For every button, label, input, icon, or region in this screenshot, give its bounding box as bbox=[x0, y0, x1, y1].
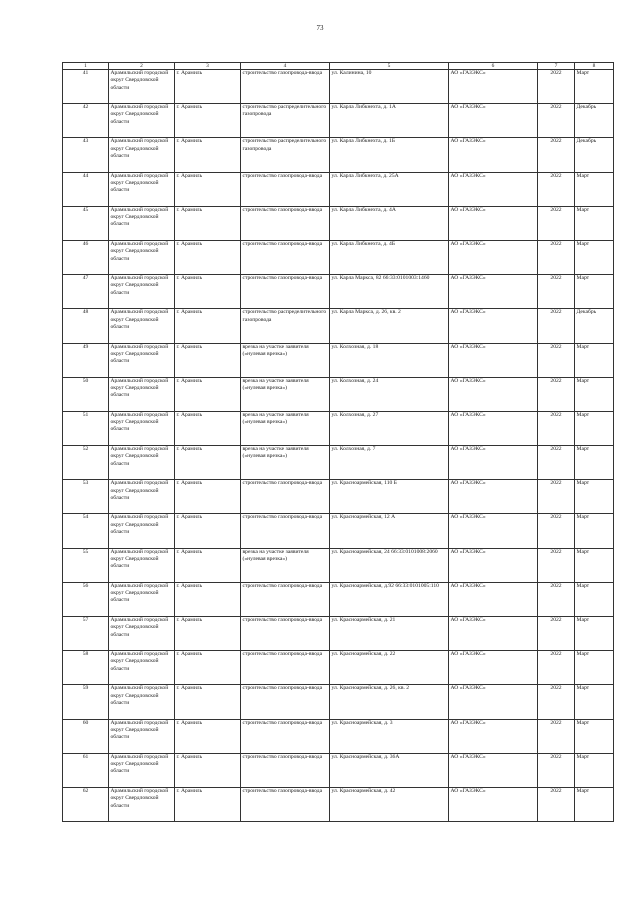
town-cell: г. Арамиль bbox=[175, 240, 241, 274]
organization-cell: АО «ГАЗЭКС» bbox=[449, 719, 538, 753]
year-cell: 2022 bbox=[538, 514, 575, 548]
address-cell: ул. Красноармейская, д.92 66:33:0101005:110 bbox=[330, 582, 449, 616]
row-number-cell: 58 bbox=[63, 651, 109, 685]
month-cell: Март bbox=[575, 206, 614, 240]
year-cell: 2022 bbox=[538, 172, 575, 206]
table-row bbox=[63, 514, 614, 548]
table-row bbox=[63, 343, 614, 377]
work-type-cell: строительство распределительного газопровода bbox=[241, 138, 330, 172]
address-cell: ул. Карла Маркса, д. 26, кв. 2 bbox=[330, 309, 449, 343]
organization-cell: АО «ГАЗЭКС» bbox=[449, 172, 538, 206]
month-cell: Март bbox=[575, 685, 614, 719]
row-number-cell: 60 bbox=[63, 719, 109, 753]
month-cell: Март bbox=[575, 514, 614, 548]
address-cell: ул. Красноармейская, 24 66:33:0101008:2060 bbox=[330, 548, 449, 582]
town-cell: г. Арамиль bbox=[175, 651, 241, 685]
work-type-cell: строительство газопровода-ввода bbox=[241, 753, 330, 787]
row-number-cell: 61 bbox=[63, 753, 109, 787]
row-number-cell: 54 bbox=[63, 514, 109, 548]
district-cell: Арамильский городской округ Свердловской области bbox=[109, 240, 175, 274]
year-cell: 2022 bbox=[538, 719, 575, 753]
organization-cell: АО «ГАЗЭКС» bbox=[449, 104, 538, 138]
work-type-cell: врезка на участке заявителя («нулевая врезка») bbox=[241, 411, 330, 445]
page-number: 73 bbox=[316, 24, 324, 32]
town-cell: г. Арамиль bbox=[175, 480, 241, 514]
work-type-cell: строительство распределительного газопровода bbox=[241, 104, 330, 138]
address-cell: ул. Колхозная, д. 7 bbox=[330, 446, 449, 480]
organization-cell: АО «ГАЗЭКС» bbox=[449, 787, 538, 821]
organization-cell: АО «ГАЗЭКС» bbox=[449, 582, 538, 616]
table-row bbox=[63, 753, 614, 787]
organization-cell: АО «ГАЗЭКС» bbox=[449, 548, 538, 582]
work-type-cell: строительство газопровода-ввода bbox=[241, 480, 330, 514]
work-type-cell: строительство распределительного газопровода bbox=[241, 309, 330, 343]
organization-cell: АО «ГАЗЭКС» bbox=[449, 617, 538, 651]
row-number-cell: 48 bbox=[63, 309, 109, 343]
organization-cell: АО «ГАЗЭКС» bbox=[449, 275, 538, 309]
organization-cell: АО «ГАЗЭКС» bbox=[449, 685, 538, 719]
year-cell: 2022 bbox=[538, 70, 575, 104]
district-cell: Арамильский городской округ Свердловской области bbox=[109, 343, 175, 377]
month-cell: Декабрь bbox=[575, 138, 614, 172]
address-cell: ул. Колхозная, д. 27 bbox=[330, 411, 449, 445]
column-header: 3 bbox=[175, 63, 241, 70]
month-cell: Март bbox=[575, 548, 614, 582]
table-row bbox=[63, 172, 614, 206]
table-row bbox=[63, 617, 614, 651]
town-cell: г. Арамиль bbox=[175, 377, 241, 411]
organization-cell: АО «ГАЗЭКС» bbox=[449, 240, 538, 274]
organization-cell: АО «ГАЗЭКС» bbox=[449, 753, 538, 787]
year-cell: 2022 bbox=[538, 377, 575, 411]
district-cell: Арамильский городской округ Свердловской области bbox=[109, 514, 175, 548]
month-cell: Март bbox=[575, 753, 614, 787]
month-cell: Март bbox=[575, 377, 614, 411]
year-cell: 2022 bbox=[538, 685, 575, 719]
district-cell: Арамильский городской округ Свердловской области bbox=[109, 206, 175, 240]
row-number-cell: 43 bbox=[63, 138, 109, 172]
town-cell: г. Арамиль bbox=[175, 753, 241, 787]
district-cell: Арамильский городской округ Свердловской области bbox=[109, 753, 175, 787]
month-cell: Март bbox=[575, 172, 614, 206]
address-cell: ул. Красноармейская, 110 Б bbox=[330, 480, 449, 514]
work-type-cell: строительство газопровода-ввода bbox=[241, 275, 330, 309]
row-number-cell: 55 bbox=[63, 548, 109, 582]
address-cell: ул. Колхозная, д. 18 bbox=[330, 343, 449, 377]
organization-cell: АО «ГАЗЭКС» bbox=[449, 309, 538, 343]
district-cell: Арамильский городской округ Свердловской области bbox=[109, 104, 175, 138]
column-header: 5 bbox=[330, 63, 449, 70]
year-cell: 2022 bbox=[538, 548, 575, 582]
address-cell: ул. Красноармейская, д. 26, кв. 2 bbox=[330, 685, 449, 719]
table-row bbox=[63, 411, 614, 445]
district-cell: Арамильский городской округ Свердловской области bbox=[109, 138, 175, 172]
address-cell: ул. Красноармейская, д. 36А bbox=[330, 753, 449, 787]
town-cell: г. Арамиль bbox=[175, 172, 241, 206]
address-cell: ул. Красноармейская, д. 21 bbox=[330, 617, 449, 651]
address-cell: ул. Карла Маркса, 82 66:33:0101003:1460 bbox=[330, 275, 449, 309]
work-type-cell: строительство газопровода-ввода bbox=[241, 172, 330, 206]
table-row bbox=[63, 104, 614, 138]
town-cell: г. Арамиль bbox=[175, 104, 241, 138]
row-number-cell: 46 bbox=[63, 240, 109, 274]
month-cell: Декабрь bbox=[575, 104, 614, 138]
town-cell: г. Арамиль bbox=[175, 70, 241, 104]
address-cell: ул. Карла Либкнехта, д. 1А bbox=[330, 104, 449, 138]
column-header: 1 bbox=[63, 63, 109, 70]
table-row bbox=[63, 309, 614, 343]
month-cell: Март bbox=[575, 787, 614, 821]
address-cell: ул. Красноармейская, 12 А bbox=[330, 514, 449, 548]
gasification-schedule-table bbox=[62, 62, 614, 822]
row-number-cell: 41 bbox=[63, 70, 109, 104]
address-cell: ул. Красноармейская, д. 42 bbox=[330, 787, 449, 821]
month-cell: Март bbox=[575, 617, 614, 651]
town-cell: г. Арамиль bbox=[175, 582, 241, 616]
table-row bbox=[63, 719, 614, 753]
row-number-cell: 62 bbox=[63, 787, 109, 821]
year-cell: 2022 bbox=[538, 753, 575, 787]
work-type-cell: строительство газопровода-ввода bbox=[241, 582, 330, 616]
district-cell: Арамильский городской округ Свердловской области bbox=[109, 377, 175, 411]
town-cell: г. Арамиль bbox=[175, 685, 241, 719]
month-cell: Март bbox=[575, 411, 614, 445]
organization-cell: АО «ГАЗЭКС» bbox=[449, 446, 538, 480]
district-cell: Арамильский городской округ Свердловской области bbox=[109, 309, 175, 343]
district-cell: Арамильский городской округ Свердловской области bbox=[109, 719, 175, 753]
table-row bbox=[63, 685, 614, 719]
row-number-cell: 57 bbox=[63, 617, 109, 651]
town-cell: г. Арамиль bbox=[175, 446, 241, 480]
month-cell: Март bbox=[575, 275, 614, 309]
year-cell: 2022 bbox=[538, 138, 575, 172]
organization-cell: АО «ГАЗЭКС» bbox=[449, 70, 538, 104]
district-cell: Арамильский городской округ Свердловской области bbox=[109, 685, 175, 719]
district-cell: Арамильский городской округ Свердловской области bbox=[109, 446, 175, 480]
month-cell: Декабрь bbox=[575, 309, 614, 343]
district-cell: Арамильский городской округ Свердловской области bbox=[109, 275, 175, 309]
work-type-cell: строительство газопровода-ввода bbox=[241, 685, 330, 719]
work-type-cell: строительство газопровода-ввода bbox=[241, 240, 330, 274]
year-cell: 2022 bbox=[538, 240, 575, 274]
organization-cell: АО «ГАЗЭКС» bbox=[449, 206, 538, 240]
address-cell: ул. Красноармейская, д. 3 bbox=[330, 719, 449, 753]
year-cell: 2022 bbox=[538, 206, 575, 240]
district-cell: Арамильский городской округ Свердловской области bbox=[109, 70, 175, 104]
town-cell: г. Арамиль bbox=[175, 206, 241, 240]
month-cell: Март bbox=[575, 582, 614, 616]
month-cell: Март bbox=[575, 70, 614, 104]
district-cell: Арамильский городской округ Свердловской области bbox=[109, 787, 175, 821]
town-cell: г. Арамиль bbox=[175, 514, 241, 548]
table-row bbox=[63, 377, 614, 411]
district-cell: Арамильский городской округ Свердловской области bbox=[109, 582, 175, 616]
column-header: 2 bbox=[109, 63, 175, 70]
organization-cell: АО «ГАЗЭКС» bbox=[449, 411, 538, 445]
column-header: 7 bbox=[538, 63, 575, 70]
month-cell: Март bbox=[575, 651, 614, 685]
address-cell: ул. Карла Либкнехта, д. 25А bbox=[330, 172, 449, 206]
town-cell: г. Арамиль bbox=[175, 309, 241, 343]
organization-cell: АО «ГАЗЭКС» bbox=[449, 514, 538, 548]
town-cell: г. Арамиль bbox=[175, 617, 241, 651]
month-cell: Март bbox=[575, 719, 614, 753]
town-cell: г. Арамиль bbox=[175, 411, 241, 445]
table-row bbox=[63, 651, 614, 685]
year-cell: 2022 bbox=[538, 275, 575, 309]
year-cell: 2022 bbox=[538, 343, 575, 377]
month-cell: Март bbox=[575, 480, 614, 514]
town-cell: г. Арамиль bbox=[175, 787, 241, 821]
table-row bbox=[63, 548, 614, 582]
address-cell: ул. Красноармейская, д. 22 bbox=[330, 651, 449, 685]
address-cell: ул. Карла Либкнехта, д. 4Б bbox=[330, 240, 449, 274]
month-cell: Март bbox=[575, 240, 614, 274]
table-row bbox=[63, 480, 614, 514]
district-cell: Арамильский городской округ Свердловской области bbox=[109, 172, 175, 206]
address-cell: ул. Карла Либкнехта, д. 1Б bbox=[330, 138, 449, 172]
work-type-cell: строительство газопровода-ввода bbox=[241, 617, 330, 651]
address-cell: ул. Колхозная, д. 24 bbox=[330, 377, 449, 411]
organization-cell: АО «ГАЗЭКС» bbox=[449, 343, 538, 377]
work-type-cell: строительство газопровода-ввода bbox=[241, 719, 330, 753]
work-type-cell: строительство газопровода-ввода bbox=[241, 70, 330, 104]
address-cell: ул. Карла Либкнехта, д. 4А bbox=[330, 206, 449, 240]
work-type-cell: врезка на участке заявителя («нулевая врезка») bbox=[241, 343, 330, 377]
column-number-row bbox=[63, 63, 614, 70]
work-type-cell: строительство газопровода-ввода bbox=[241, 206, 330, 240]
row-number-cell: 47 bbox=[63, 275, 109, 309]
row-number-cell: 44 bbox=[63, 172, 109, 206]
column-header: 8 bbox=[575, 63, 614, 70]
district-cell: Арамильский городской округ Свердловской области bbox=[109, 411, 175, 445]
district-cell: Арамильский городской округ Свердловской области bbox=[109, 617, 175, 651]
year-cell: 2022 bbox=[538, 104, 575, 138]
table-row bbox=[63, 240, 614, 274]
year-cell: 2022 bbox=[538, 651, 575, 685]
table-row bbox=[63, 70, 614, 104]
organization-cell: АО «ГАЗЭКС» bbox=[449, 377, 538, 411]
year-cell: 2022 bbox=[538, 480, 575, 514]
work-type-cell: строительство газопровода-ввода bbox=[241, 514, 330, 548]
row-number-cell: 50 bbox=[63, 377, 109, 411]
row-number-cell: 59 bbox=[63, 685, 109, 719]
row-number-cell: 52 bbox=[63, 446, 109, 480]
town-cell: г. Арамиль bbox=[175, 548, 241, 582]
month-cell: Март bbox=[575, 446, 614, 480]
work-type-cell: строительство газопровода-ввода bbox=[241, 787, 330, 821]
row-number-cell: 42 bbox=[63, 104, 109, 138]
table-row bbox=[63, 787, 614, 821]
year-cell: 2022 bbox=[538, 582, 575, 616]
organization-cell: АО «ГАЗЭКС» bbox=[449, 480, 538, 514]
table-row bbox=[63, 138, 614, 172]
town-cell: г. Арамиль bbox=[175, 138, 241, 172]
row-number-cell: 53 bbox=[63, 480, 109, 514]
month-cell: Март bbox=[575, 343, 614, 377]
work-type-cell: врезка на участке заявителя («нулевая врезка») bbox=[241, 446, 330, 480]
column-header: 4 bbox=[241, 63, 330, 70]
table-row bbox=[63, 582, 614, 616]
district-cell: Арамильский городской округ Свердловской области bbox=[109, 548, 175, 582]
row-number-cell: 49 bbox=[63, 343, 109, 377]
district-cell: Арамильский городской округ Свердловской области bbox=[109, 651, 175, 685]
town-cell: г. Арамиль bbox=[175, 275, 241, 309]
work-type-cell: врезка на участке заявителя («нулевая врезка») bbox=[241, 377, 330, 411]
address-cell: ул. Калинина, 10 bbox=[330, 70, 449, 104]
table-row bbox=[63, 275, 614, 309]
year-cell: 2022 bbox=[538, 787, 575, 821]
organization-cell: АО «ГАЗЭКС» bbox=[449, 651, 538, 685]
work-type-cell: врезка на участке заявителя («нулевая врезка») bbox=[241, 548, 330, 582]
town-cell: г. Арамиль bbox=[175, 719, 241, 753]
table-row bbox=[63, 446, 614, 480]
row-number-cell: 51 bbox=[63, 411, 109, 445]
year-cell: 2022 bbox=[538, 411, 575, 445]
organization-cell: АО «ГАЗЭКС» bbox=[449, 138, 538, 172]
column-header: 6 bbox=[449, 63, 538, 70]
year-cell: 2022 bbox=[538, 617, 575, 651]
row-number-cell: 45 bbox=[63, 206, 109, 240]
district-cell: Арамильский городской округ Свердловской области bbox=[109, 480, 175, 514]
year-cell: 2022 bbox=[538, 446, 575, 480]
town-cell: г. Арамиль bbox=[175, 343, 241, 377]
year-cell: 2022 bbox=[538, 309, 575, 343]
work-type-cell: строительство газопровода-ввода bbox=[241, 651, 330, 685]
row-number-cell: 56 bbox=[63, 582, 109, 616]
table-row bbox=[63, 206, 614, 240]
